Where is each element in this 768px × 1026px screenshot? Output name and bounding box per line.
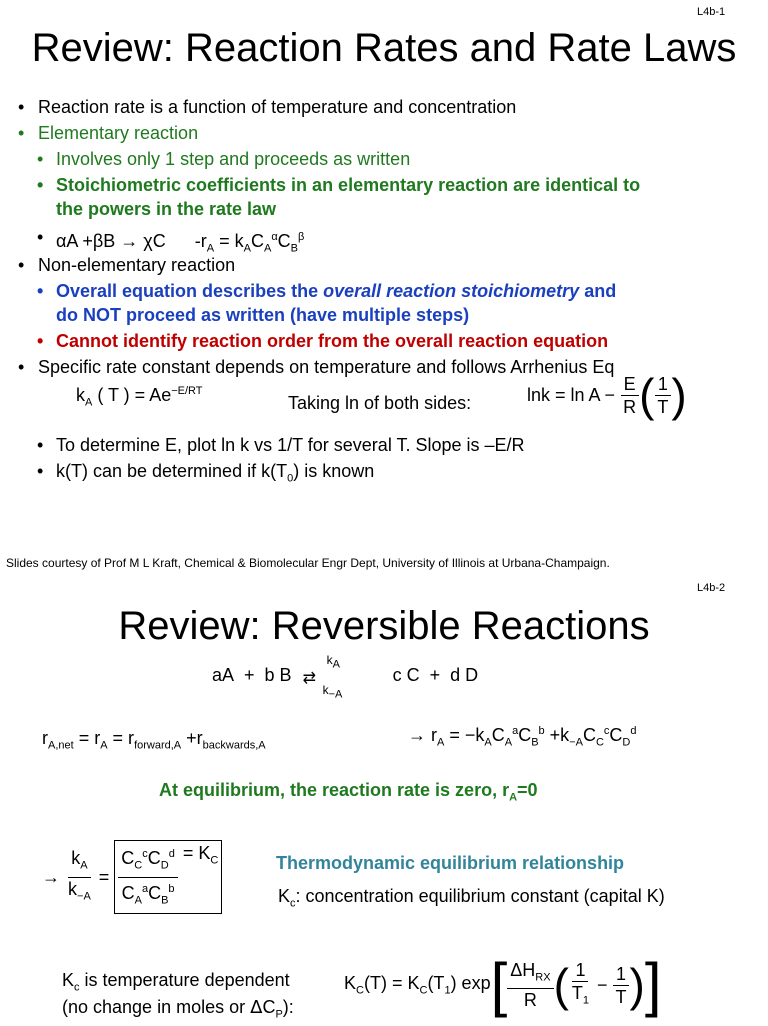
rate-expression: → $r_A = -k_AC_A^aC_B^b +k_{-A}C_C^cC_D^d$ xyxy=(408,725,637,749)
equilibrium-arrows: $k_A$ ⇄ $k_{-A}$ xyxy=(302,653,343,701)
sub-bullet-stoichiometric-cont: the powers in the rate law xyxy=(56,199,277,219)
sub-bullet-one-step: • Involves only 1 step and proceeds as written xyxy=(56,148,410,170)
vant-hoff-equation: $K_C(T) = K_C(T_1)$ exp [ $\frac{\Delta H_{RX}}{R}$ ( $\frac{1}{T_1}$ − $\frac{1}{T}$ ) ] xyxy=(344,951,662,1018)
equilibrium-statement: At equilibrium, the reaction rate is zero, $r_A=0$ xyxy=(159,780,538,804)
sub-bullet-k-known: • k(T) can be determined if $k(T_0)$ is known xyxy=(56,460,374,490)
slide-title: Review: Reaction Rates and Rate Laws xyxy=(31,26,737,70)
bullet-reaction-rate: • Reaction rate is a function of temperature and concentration xyxy=(38,96,516,118)
reversible-reaction-equation: aA + b B $k_A$ ⇄ $k_{-A}$ c C + d D xyxy=(212,653,479,701)
sub-bullet-overall-equation: • Overall equation describes the overall reaction stoichiometry and xyxy=(56,280,616,302)
thermodynamic-label: Thermodynamic equilibrium relationship xyxy=(276,853,625,873)
kc-temperature-note: (no change in moles or $\Delta C_P$): xyxy=(62,997,294,1021)
slide-number: L4b-2 xyxy=(697,582,726,594)
arrhenius-equation: $k_A$ ( T ) = $Ae^{-E/RT}$ xyxy=(76,385,203,409)
taking-ln-label: Taking ln of both sides: xyxy=(288,393,472,413)
sub-bullet-overall-equation-cont: do NOT proceed as written (have multiple steps) xyxy=(56,305,470,325)
kc-temperature-dependent: $K_c$ is temperature dependent xyxy=(62,970,290,994)
sub-bullet-stoichiometric: • Stoichiometric coefficients in an elementary reaction are identical to xyxy=(56,174,640,196)
slide-title: Review: Reversible Reactions xyxy=(118,604,650,648)
kc-description: $K_c$: concentration equilibrium constant (capital K) xyxy=(278,886,665,910)
bullet-elementary-reaction: • Elementary reaction xyxy=(38,122,198,144)
kc-boxed-ratio: $\frac{C_C^cC_D^d}{C_A^aC_B^b}$ = $K_C$ xyxy=(114,840,222,914)
bullet-non-elementary: • Non-elementary reaction xyxy=(38,254,235,276)
equilibrium-constant-equation: → $\frac{k_A}{k_{-A}}$ = $\frac{C_C^cC_D^d}{C_A^aC_B^b}$ = $K_C$ xyxy=(42,840,222,914)
ln-arrhenius-equation: lnk = ln A − $\frac{E}{R}$ ( $\frac{1}{T}$ ) xyxy=(527,369,687,421)
net-rate-equation: $r_{A,net} = r_A = r_{forward,A} +r_{backwards,A}$ xyxy=(42,728,266,752)
rate-law-equation: $-r_A = k_AC_A^\alpha C_B^\beta$ xyxy=(194,231,305,255)
slide-number: L4b-1 xyxy=(697,6,726,18)
credit-line: Slides courtesy of Prof M L Kraft, Chemical & Biomolecular Engr Dept, University of Illinois at Urbana-Champaign. xyxy=(6,556,610,570)
sub-bullet-determine-e: • To determine E, plot ln k vs 1/T for several T. Slope is –E/R xyxy=(56,434,525,456)
sub-bullet-cannot-identify: • Cannot identify reaction order from the overall reaction equation xyxy=(56,330,608,352)
bullet-arrhenius: • Specific rate constant depends on temperature and follows Arrhenius Eq xyxy=(38,356,614,378)
reaction-equation: αA +βB → χC xyxy=(56,231,166,251)
